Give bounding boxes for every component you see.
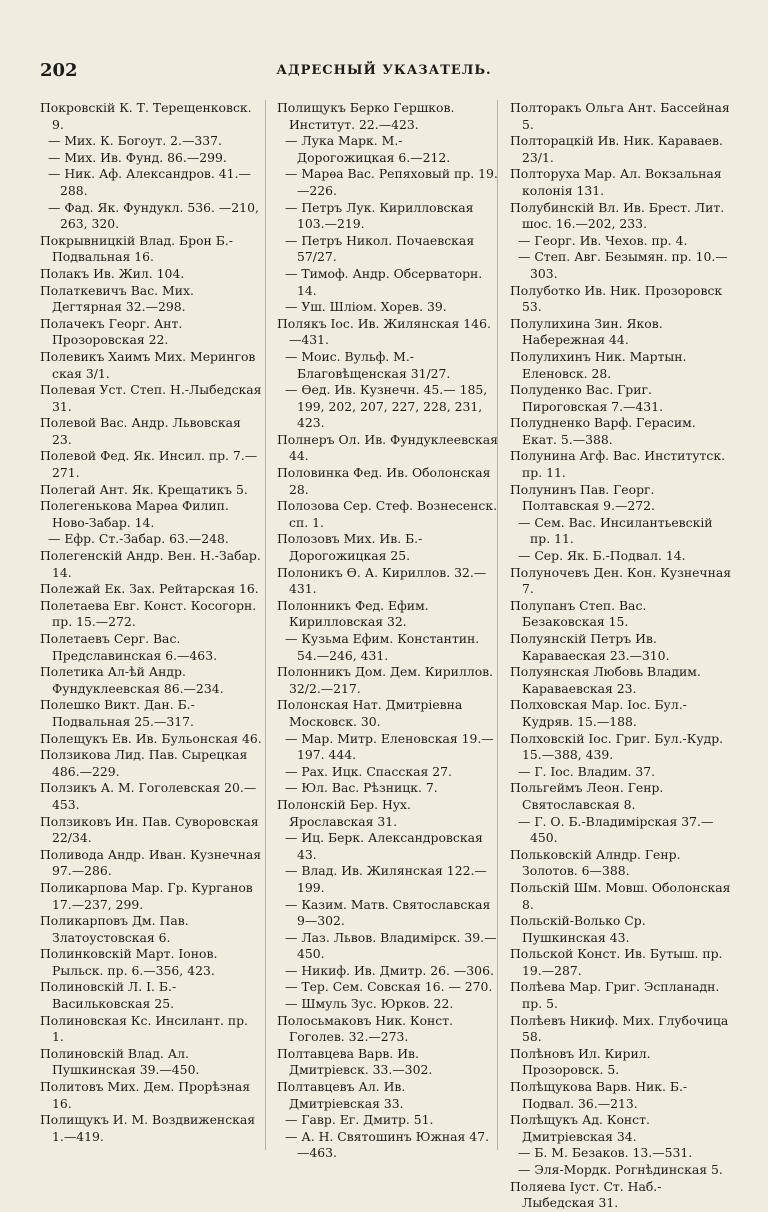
address-entry: Полтавцева Варв. Ив. Дмитріевск. 33.—302. [277,1045,433,1078]
address-entry: Полетика Ал-ѣй Андр. Фундуклеевская 86.—234. [40,664,224,696]
address-entry: Политовъ Мих. Дем. Прорѣзная 16. [40,1079,251,1111]
address-entry: Полаткевичъ Вас. Мих. Дегтярная 32.—298. [40,282,194,315]
address-entry: — Б. М. Безаков. 13.—531. [518,1145,693,1161]
address-entry: Польгеймъ Леон. Генр. Святославская 8. [510,780,664,812]
address-entry: — Г. Іос. Владим. 37. [518,763,656,779]
address-entry: Полешко Викт. Дан. Б.-Подвальная 25.—317. [40,697,195,729]
address-entry: Полуянская Любовь Владим. Караваевская 23. [510,664,701,696]
address-entry: — Мар. Митр. Еленовская 19.—197. 444. [285,730,494,763]
address-entry: — Мих. К. Богоут. 2.—337. [48,133,222,149]
address-entry: — Уш. Шліом. Хорев. 39. [285,299,447,315]
address-entry: Полѣновъ Ил. Кирил. Прозоровск. 5. [510,1045,651,1078]
address-entry: — Степ. Авг. Безымян. пр. 10.—303. [518,249,728,281]
address-entry: Покровскій К. Т. Терещенковск. 9. [40,100,252,132]
address-entry: Полонская Нат. Дмитріевна Московск. 30. [277,697,463,729]
address-entry: — Лаз. Львов. Владимірск. 39.—450. [285,929,497,962]
address-entry: Полонникъ Фед. Ефим. Кирилловская 32. [277,597,429,630]
address-entry: Полудненко Варф. Герасим. Екат. 5.—388. [510,415,696,447]
address-entry: Полѣевъ Никиф. Мих. Глубочица 58. [510,1012,729,1045]
address-entry: Полозова Сер. Стеф. Вознесенск. сп. 1. [277,498,498,530]
address-entry: Поликарповъ Дм. Пав. Златоустовская 6. [40,913,189,945]
address-entry: Полупанъ Степ. Вас. Безаковская 15. [510,597,647,630]
address-entry: — Влад. Ив. Жилянская 122.—199. [285,863,487,895]
address-entry: — Эля-Мордк. Рогнѣдинская 5. [518,1162,723,1177]
address-entry: Ползиковъ Ин. Пав. Суворовская 22/34. [40,813,259,846]
address-entry: Покрывницкій Влад. Брон Б.-Подвальная 16. [40,232,233,265]
column-2 [277,100,499,1160]
address-entry: — Иц. Берк. Александровская 43. [285,830,483,862]
address-entry: Полховскій Іос. Григ. Бул.-Кудр. 15.—388, 439. [510,730,724,763]
address-entry: Полунинъ Пав. Георг. Полтавская 9.—272. [510,481,655,514]
address-entry: Полищукъ И. М. Воздвиженская 1.—419. [40,1112,256,1144]
address-entry: — Казим. Матв. Святославская 9—302. [285,896,491,929]
address-entry: Полубинскій Вл. Ив. Брест. Лит. шос. 16.—202, 233. [510,199,725,232]
address-entry: Полонникъ Дом. Дем. Кириллов. 32/2.—217. [277,664,494,696]
address-entry: Полуденко Вас. Григ. Пироговская 7.—431. [510,382,664,414]
address-entry: Полевая Уст. Степ. Н.-Лыбедская 31. [40,382,262,414]
address-entry: — Тер. Сем. Совская 16. — 270. [285,979,493,995]
address-entry: — Шмуль Зус. Юрков. 22. [285,996,454,1012]
address-entry: — Фад. Як. Фундукл. 536. —210, 263, 320. [48,199,259,232]
address-entry: Ползикова Лид. Пав. Сырецкая 486.—229. [40,747,248,779]
address-entry: — Гавр. Ег. Дмитр. 51. [285,1112,434,1128]
address-entry: Полтавцевъ Ал. Ив. Дмитріевская 33. [277,1079,406,1111]
address-entry: Полиновскій Л. І. Б.-Васильковская 25. [40,979,177,1012]
address-entry: — Сем. Вас. Инсилантьевскій пр. 11. [518,514,713,547]
address-entry: — Рах. Ицк. Спасская 27. [285,763,452,779]
address-entry: Полакъ Ив. Жил. 104. [40,265,185,281]
address-entry: Полевикъ Хаимъ Мих. Мерингов ская 3/1. [40,348,256,381]
page-header [40,60,728,84]
address-entry: Полторуха Мар. Ал. Вокзальная колонія 131. [510,166,722,198]
address-entry: — Ѳед. Ив. Кузнечн. 45.— 185, 199, 202, 207, 227, 228, 231, 423. [285,382,488,431]
address-entry: Поливода Андр. Иван. Кузнечная 97.—286. [40,846,262,879]
address-entry: Полторацкій Ив. Ник. Караваев. 23/1. [510,133,723,165]
address-entry: — Моис. Вульф. М.-Благовѣщенская 31/27. [285,348,451,381]
address-entry: Полиновскій Влад. Ал. Пушкинская 39.—450. [40,1045,200,1078]
address-entry: Полоникъ Ѳ. А. Кириллов. 32.—431. [277,564,487,597]
address-entry: — Марѳа Вас. Репяховый пр. 19.—226. [285,166,498,198]
page-number: 202 [40,60,78,81]
address-entry: Полегай Ант. Як. Крещатикъ 5. [40,481,248,497]
address-entry: Полегенькова Марѳа Филип. Ново-Забар. 14. [40,498,229,530]
address-entry: Полищукъ Берко Гершков. Институт. 22.—423. [277,100,455,132]
address-entry: Полнеръ Ол. Ив. Фундуклеевская 44. [277,431,498,464]
address-entry: Полѣева Мар. Григ. Эспланадн. пр. 5. [510,979,720,1012]
address-entry: Польковскій Алндр. Генр. Золотов. 6—388. [510,846,681,879]
address-entry: Полинковскій Март. Іонов. Рыльск. пр. 6.—356, 423. [40,946,218,978]
address-entry: — Лука Марк. М.-Дорогожицкая 6.—212. [285,133,451,165]
address-entry: Полегенскій Андр. Вен. Н.-Забар. 14. [40,548,261,580]
address-entry: Половинка Фед. Ив. Оболонская 28. [277,465,491,497]
address-entry: Полуботко Ив. Ник. Прозоровск 53. [510,282,723,315]
address-entry: Полторакъ Ольга Ант. Бассейная 5. [510,100,730,132]
address-entry: Поляева Іуст. Ст. Наб.-Лыбедская 31. [510,1178,662,1211]
address-entry: Польскій Шм. Мовш. Оболонская 8. [510,879,731,912]
address-entry: Полевой Фед. Як. Инсил. пр. 7.—271. [40,448,258,481]
address-entry: Полунина Агф. Вас. Институтск. пр. 11. [510,448,726,481]
address-entry: Полѣщукова Варв. Ник. Б.-Подвал. 36.—213. [510,1079,688,1111]
running-title: АДРЕСНЫЙ УКАЗАТЕЛЬ. [276,63,492,78]
columns-container [40,100,740,1211]
address-entry: — Ник. Аф. Александров. 41.—288. [48,166,251,198]
address-entry: Полякъ Іос. Ив. Жилянская 146.—431. [277,315,491,348]
column-3 [510,100,732,1211]
address-entry: — Тимоф. Андр. Обсерваторн. 14. [285,265,483,298]
address-entry: Полетаевъ Серг. Вас. Предславинская 6.—463. [40,631,218,663]
address-entry: Полховская Мар. Іос. Бул.-Кудряв. 15.—188. [510,697,687,729]
address-entry: Полежай Ек. Зах. Рейтарская 16. [40,581,259,597]
address-entry: — Мих. Ив. Фунд. 86.—299. [48,149,227,165]
address-entry: Полевой Вас. Андр. Львовская 23. [40,415,241,447]
address-entry: — Георг. Ив. Чехов. пр. 4. [518,232,688,248]
address-entry: — Петръ Лук. Кирилловская 103.—219. [285,199,474,232]
address-entry: Полетаева Евг. Конст. Косогорн. пр. 15.—272. [40,597,257,630]
address-entry: Ползикъ А. М. Гоголевская 20.—453. [40,780,257,812]
address-entry: Полосьмаковъ Ник. Конст. Гоголев. 32.—273. [277,1012,454,1045]
address-entry: — Кузьма Ефим. Константин. 54.—246, 431. [285,631,480,663]
address-entry: Полѣщукъ Ад. Конст. Дмитріевская 34. [510,1112,650,1144]
address-entry: Поликарпова Мар. Гр. Курганов 17.—237, 299. [40,879,253,912]
address-entry: Полулихина Зин. Яков. Набережная 44. [510,315,663,348]
address-entry: Полозовъ Мих. Ив. Б.-Дорогожицкая 25. [277,531,423,564]
address-entry: Польской Конст. Ив. Бутыш. пр. 19.—287. [510,946,723,978]
address-entry: — Юл. Вас. Рѣзницк. 7. [285,780,438,796]
address-entry: — Ефр. Ст.-Забар. 63.—248. [48,531,229,547]
address-entry: — А. Н. Святошинъ Южная 47.—463. [285,1128,490,1161]
column-1 [40,100,262,1160]
address-entry: Полещукъ Ев. Ив. Бульонская 46. [40,730,262,746]
address-entry: — Г. О. Б.-Владимірская 37.—450. [518,813,714,846]
address-entry: — Никиф. Ив. Дмитр. 26. —306. [285,962,494,978]
address-entry: Полуночевъ Ден. Кон. Кузнечная 7. [510,564,732,597]
address-entry: — Петръ Никол. Почаевская 57/27. [285,232,475,265]
address-entry: Полиновская Кс. Инсилант. пр. 1. [40,1012,248,1045]
address-entry: Полонскій Бер. Нух. Ярославская 31. [277,796,411,829]
address-entry: Полуянскій Петръ Ив. Караваеская 23.—310. [510,631,670,663]
address-entry: Полачекъ Георг. Ант. Прозоровская 22. [40,315,183,348]
address-entry: Польскій-Волько Ср. Пушкинская 43. [510,913,646,945]
address-entry: — Сер. Як. Б.-Подвал. 14. [518,548,686,564]
address-entry: Полулихинъ Ник. Мартын. Еленовск. 28. [510,348,687,381]
